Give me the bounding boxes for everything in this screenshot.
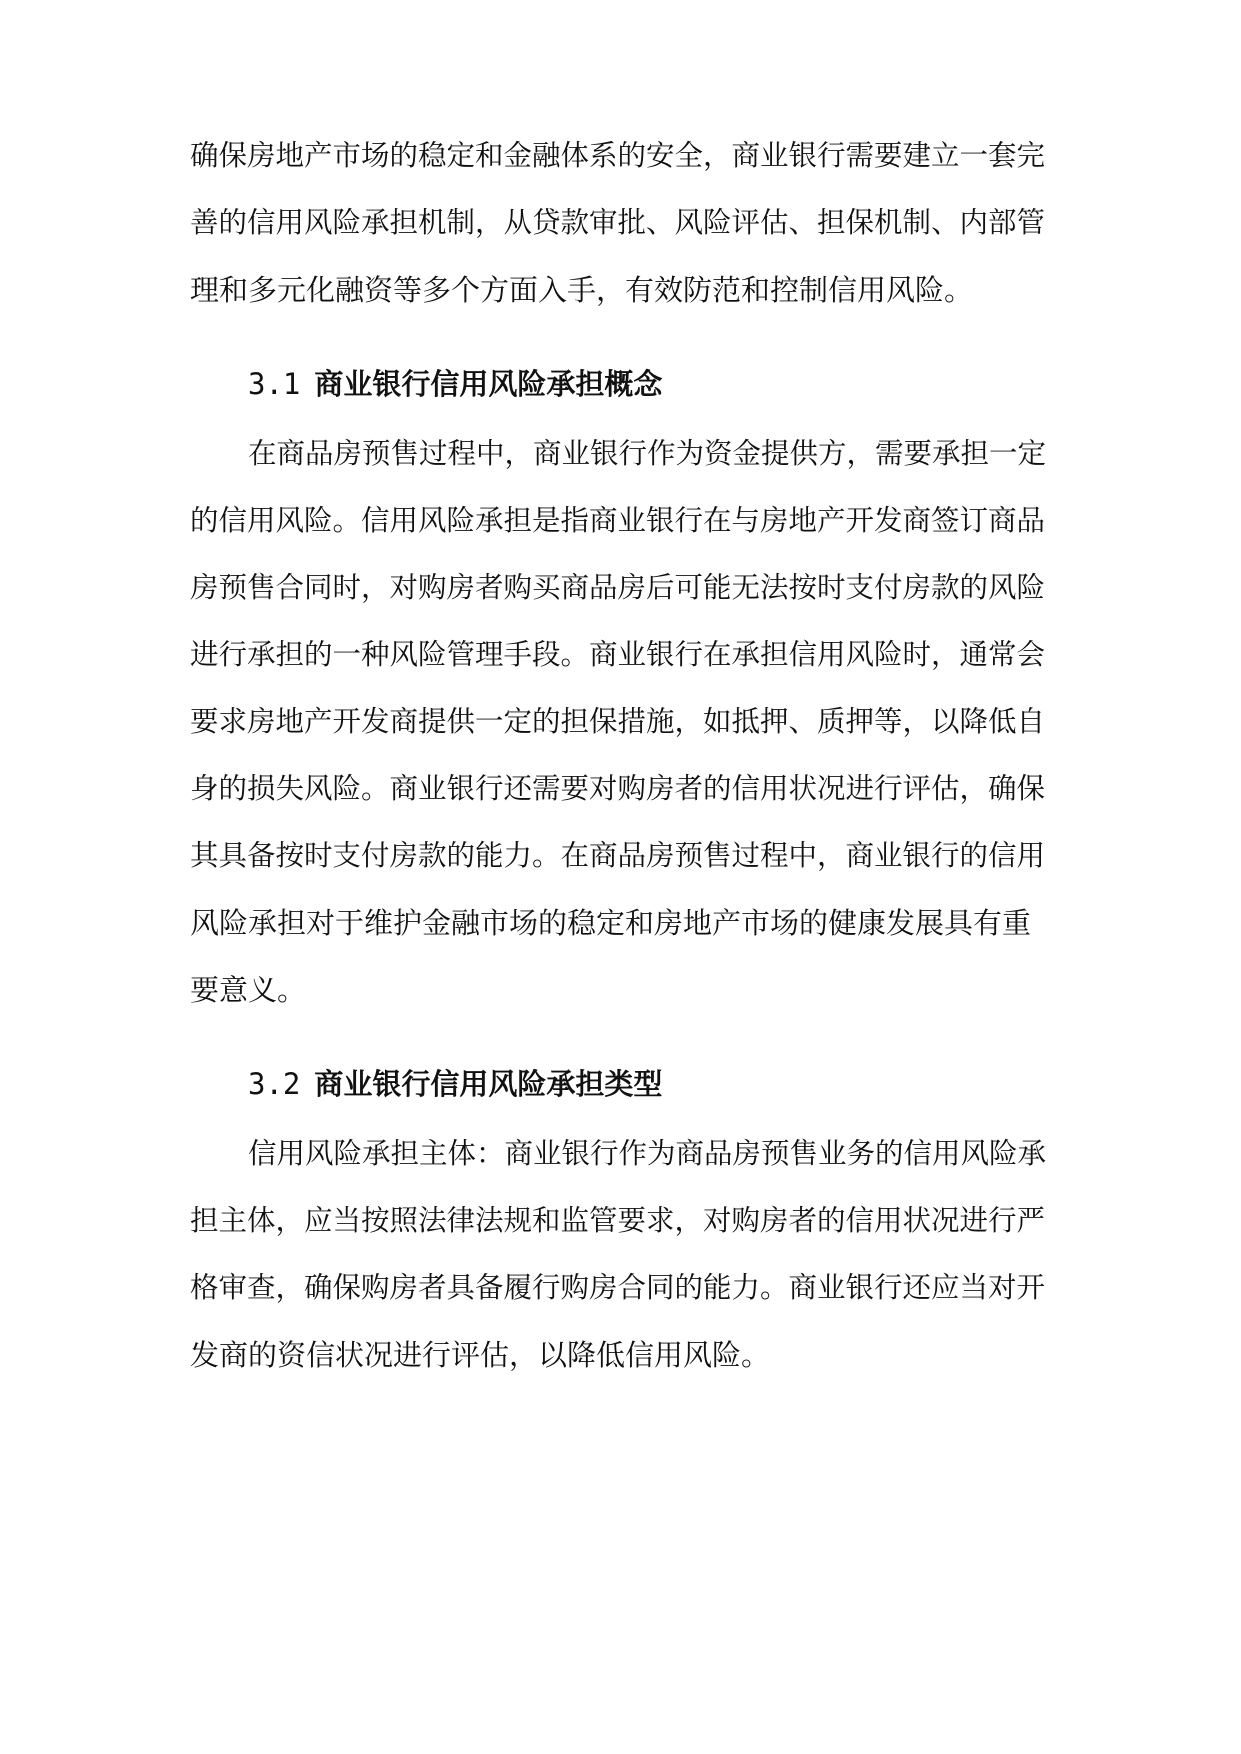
- section-number: 3.1: [248, 367, 301, 401]
- section-number: 3.2: [248, 1067, 301, 1101]
- paragraph-line: 其具备按时支付房款的能力。在商品房预售过程中，商业银行的信用: [190, 839, 1046, 872]
- paragraph-line: 进行承担的一种风险管理手段。商业银行在承担信用风险时，通常会: [190, 638, 1046, 671]
- paragraph-line: 担主体，应当按照法律法规和监管要求，对购房者的信用状况进行严: [190, 1204, 1046, 1237]
- section-heading-3-1: [248, 364, 662, 404]
- paragraph-line: 要求房地产开发商提供一定的担保措施，如抵押、质押等，以降低自: [190, 705, 1046, 738]
- section-title: 商业银行信用风险承担概念: [314, 367, 663, 401]
- paragraph-line: 理和多元化融资等多个方面入手，有效防范和控制信用风险。: [190, 273, 974, 307]
- paragraph-line: 风险承担对于维护金融市场的稳定和房地产市场的健康发展具有重: [190, 906, 1032, 940]
- paragraph-line: 发商的资信状况进行评估，以降低信用风险。: [190, 1338, 771, 1372]
- paragraph-line: 要意义。: [190, 973, 307, 1007]
- paragraph-line: 确保房地产市场的稳定和金融体系的安全，商业银行需要建立一套完: [190, 139, 1046, 172]
- section-heading-3-2: [248, 1064, 662, 1104]
- paragraph-line: 身的损失风险。商业银行还需要对购房者的信用状况进行评估，确保: [190, 772, 1046, 805]
- paragraph-line: 在商品房预售过程中，商业银行作为资金提供方，需要承担一定: [248, 437, 1047, 470]
- paragraph-line: 信用风险承担主体：商业银行作为商品房预售业务的信用风险承: [248, 1137, 1047, 1170]
- paragraph-line: 格审查，确保购房者具备履行购房合同的能力。商业银行还应当对开: [190, 1271, 1046, 1304]
- paragraph-line: 善的信用风险承担机制，从贷款审批、风险评估、担保机制、内部管: [190, 206, 1046, 239]
- paragraph-line: 房预售合同时，对购房者购买商品房后可能无法按时支付房款的风险: [190, 571, 1046, 604]
- paragraph-line: 的信用风险。信用风险承担是指商业银行在与房地产开发商签订商品: [190, 504, 1046, 537]
- section-title: 商业银行信用风险承担类型: [314, 1067, 663, 1101]
